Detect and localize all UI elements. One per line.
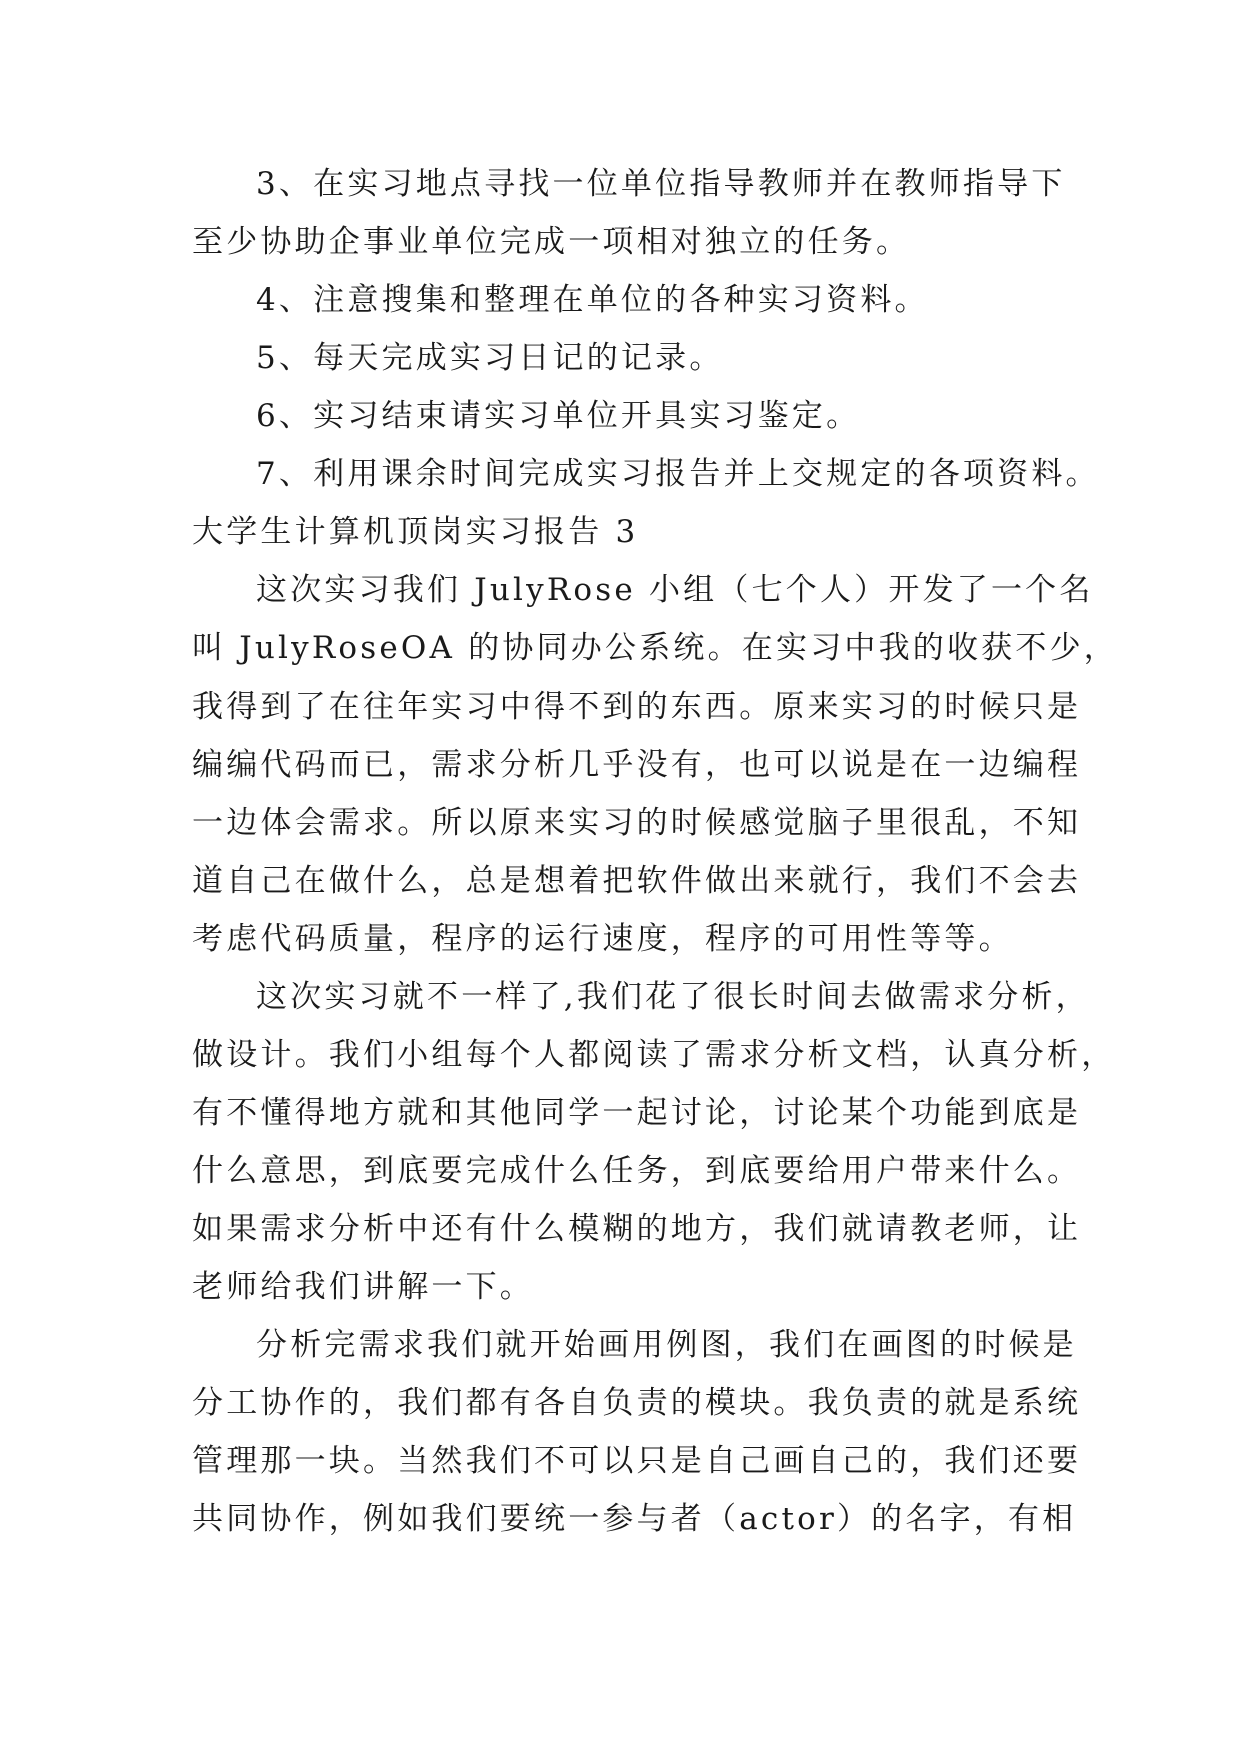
text-line: 管理那一块。当然我们不可以只是自己画自己的，我们还要 xyxy=(192,1443,1082,1479)
text-line: 这次实习我们 JulyRose 小组（七个人）开发了一个名 xyxy=(256,572,1094,608)
text-line: 编编代码而已，需求分析几乎没有，也可以说是在一边编程 xyxy=(192,747,1082,783)
text-line: 我得到了在往年实习中得不到的东西。原来实习的时候只是 xyxy=(192,689,1082,725)
text-line: 3、在实习地点寻找一位单位指导教师并在教师指导下 xyxy=(256,166,1066,202)
text-line: 6、实习结束请实习单位开具实习鉴定。 xyxy=(256,398,861,434)
text-line: 这次实习就不一样了,我们花了很长时间去做需求分析， xyxy=(256,979,1090,1015)
text-line: 5、每天完成实习日记的记录。 xyxy=(256,340,724,376)
text-line: 7、利用课余时间完成实习报告并上交规定的各项资料。 xyxy=(256,456,1100,492)
text-line: 4、注意搜集和整理在单位的各种实习资料。 xyxy=(256,282,929,318)
text-line: 共同协作，例如我们要统一参与者（actor）的名字，有相 xyxy=(192,1501,1077,1537)
text-line: 做设计。我们小组每个人都阅读了需求分析文档，认真分析， xyxy=(192,1037,1116,1073)
text-line: 分析完需求我们就开始画用例图，我们在画图的时候是 xyxy=(256,1327,1077,1363)
text-line: 老师给我们讲解一下。 xyxy=(192,1269,534,1305)
text-line: 一边体会需求。所以原来实习的时候感觉脑子里很乱，不知 xyxy=(192,805,1082,841)
text-line: 有不懂得地方就和其他同学一起讨论，讨论某个功能到底是 xyxy=(192,1095,1082,1131)
text-line: 分工协作的，我们都有各自负责的模块。我负责的就是系统 xyxy=(192,1385,1082,1421)
text-line: 考虑代码质量，程序的运行速度，程序的可用性等等。 xyxy=(192,921,1013,957)
section-title: 大学生计算机顶岗实习报告 3 xyxy=(192,514,639,550)
text-line: 至少协助企事业单位完成一项相对独立的任务。 xyxy=(192,224,911,260)
text-line: 道自己在做什么，总是想着把软件做出来就行，我们不会去 xyxy=(192,863,1082,899)
text-line: 什么意思，到底要完成什么任务，到底要给用户带来什么。 xyxy=(192,1153,1082,1189)
text-line: 叫 JulyRoseOA 的协同办公系统。在实习中我的收获不少， xyxy=(192,630,1118,666)
text-line: 如果需求分析中还有什么模糊的地方，我们就请教老师，让 xyxy=(192,1211,1082,1247)
